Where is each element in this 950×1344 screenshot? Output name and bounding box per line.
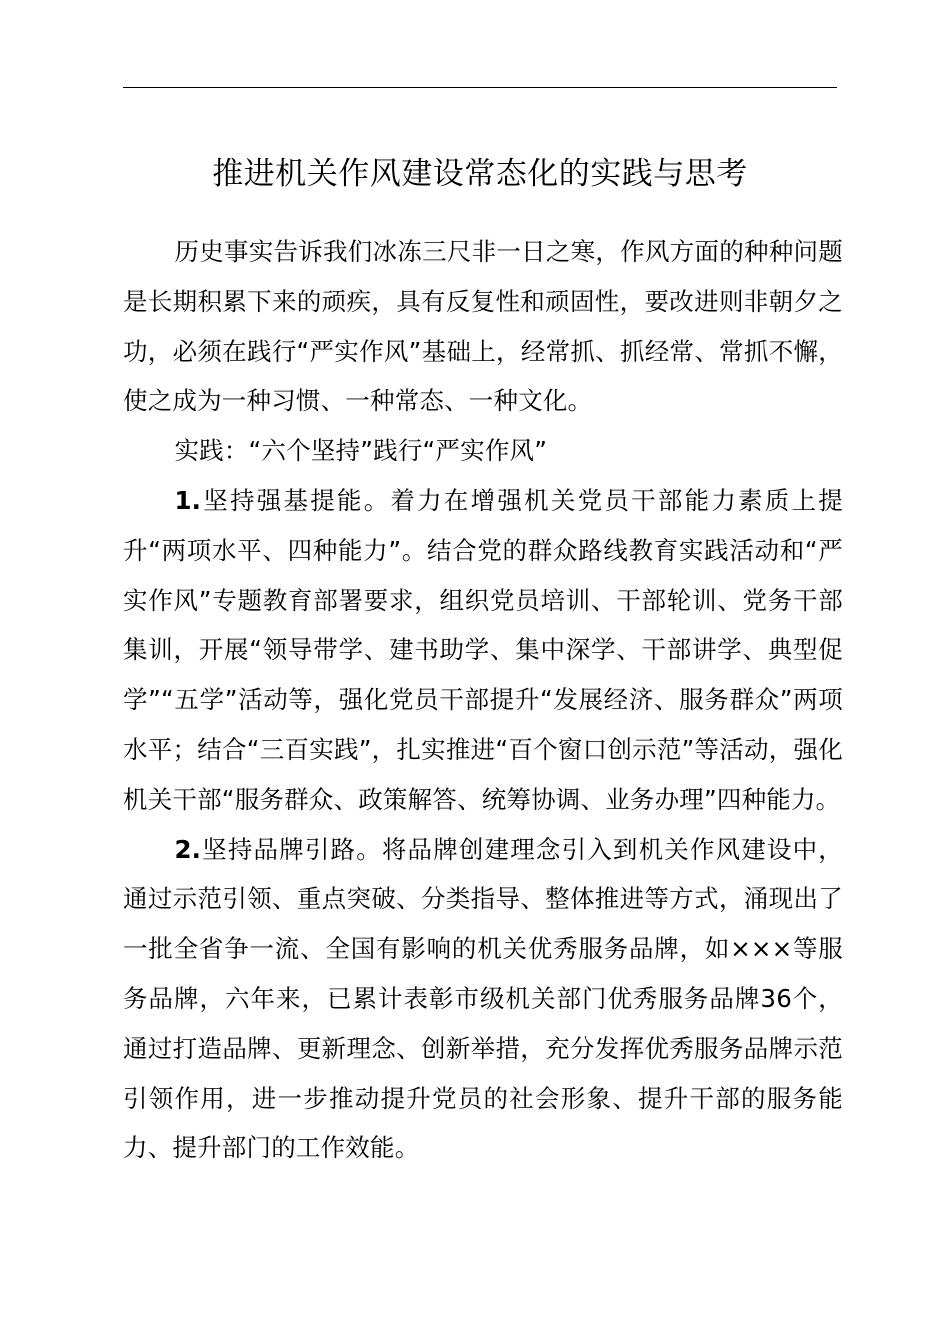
paragraph-intro: [123, 227, 843, 426]
document-body: [123, 227, 843, 1173]
paragraph-item-1: [123, 476, 843, 825]
paragraph-text: 坚持品牌引路。将品牌创建理念引入到机关作风建设中，通过示范引领、重点突破、分类指导、整体推进等方式，涌现出了一批全省争一流、全国有影响的机关优秀服务品牌，如×××等服务品牌，六年来，已累计表彰市级机关部门优秀服务品牌36个，通过打造品牌、更新理念、创新举措，充分发挥优秀服务品牌示范引领作用，进一步推动提升党员的社会形象、提升干部的服务能力、提升部门的工作效能。: [123, 834, 843, 1163]
paragraph-number: 2.: [174, 834, 202, 864]
paragraph-section-heading: [123, 426, 843, 476]
paragraph-number: 1.: [174, 485, 202, 515]
paragraph-text: 历史事实告诉我们冰冻三尺非一日之寒，作风方面的种种问题是长期积累下来的顽疾，具有反复性和顽固性，要改进则非朝夕之功，必须在践行“严实作风”基础上，经常抓、抓经常、常抓不懈，使之成为一种习惯、一种常态、一种文化。: [123, 237, 843, 416]
header-rule: [123, 87, 837, 88]
document-title: 推进机关作风建设常态化的实践与思考: [212, 156, 748, 192]
paragraph-item-2: [123, 825, 843, 1174]
paragraph-text: 实践：“六个坚持”践行“严实作风”: [174, 436, 548, 466]
paragraph-text: 坚持强基提能。着力在增强机关党员干部能力素质上提升“两项水平、四种能力”。结合党的群众路线教育实践活动和“严实作风”专题教育部署要求，组织党员培训、干部轮训、党务干部集训，开展“领导带学、建书助学、集中深学、干部讲学、典型促学”“五学”活动等，强化党员干部提升“发展经济、服务群众”两项水平；结合“三百实践”，扎实推进“百个窗口创示范”等活动，强化机关干部“服务群众、政策解答、统筹协调、业务办理”四种能力。: [123, 485, 843, 814]
